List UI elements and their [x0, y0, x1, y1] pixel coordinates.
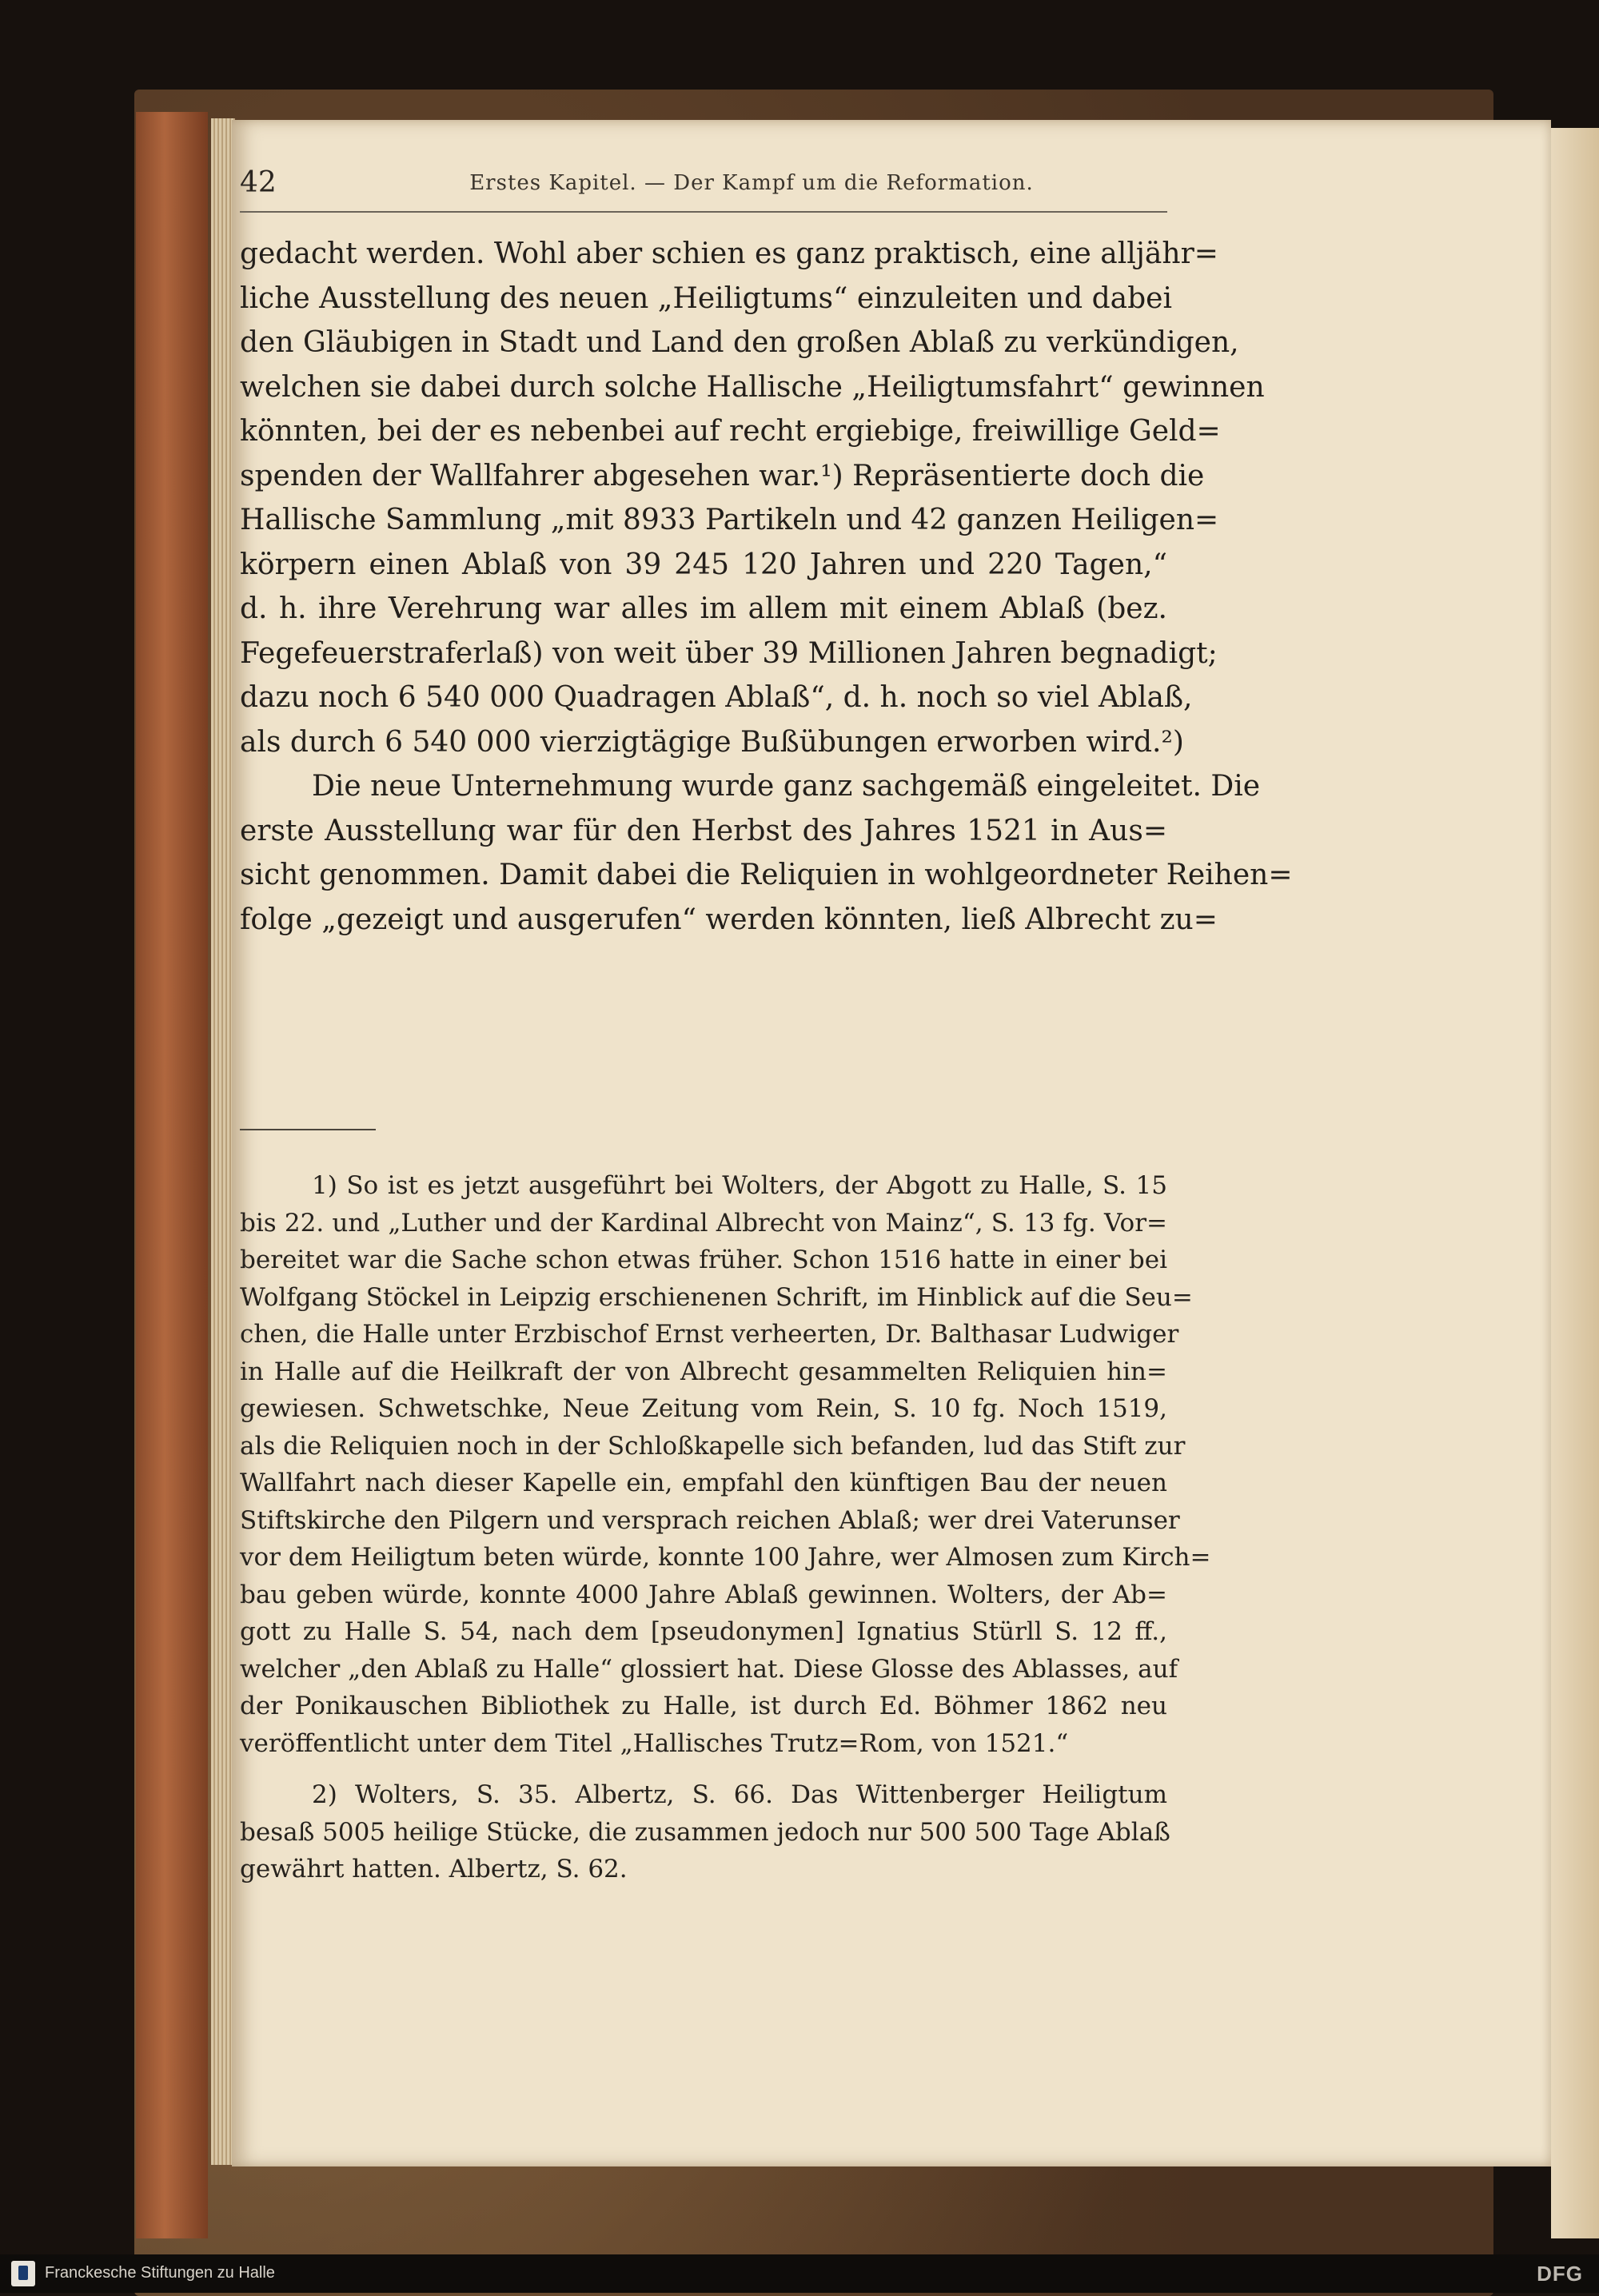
footnote-line: besaß 5005 heilige Stücke, die zusammen jedoch nur 500 500 Tage Ablaß [240, 1817, 1170, 1847]
running-head: Erstes Kapitel. — Der Kampf um die Reformation. [469, 171, 1034, 195]
page-number: 42 [240, 166, 277, 199]
text-line: Die neue Unternehmung wurde ganz sachgemäß eingeleitet. Die [312, 770, 1261, 803]
text-line: als durch 6 540 000 vierzigtägige Bußübungen erworben wird.²) [240, 725, 1184, 759]
institution-logo-icon [11, 2261, 35, 2286]
paragraph-1 [240, 232, 1265, 764]
text-line: könnten, bei der es nebenbei auf recht ergiebige, freiwillige Geld= [240, 415, 1221, 448]
footnote-line: bau geben würde, konnte 4000 Jahre Ablaß gewinnen. Wolters, der Ab= [240, 1580, 1167, 1609]
footnote-line: bereitet war die Sache schon etwas früher. Schon 1516 hatte in einer bei [240, 1246, 1167, 1274]
text-line: dazu noch 6 540 000 Quadragen Ablaß“, d. h. noch so viel Ablaß, [240, 681, 1193, 714]
footnote-2 [240, 1776, 1170, 1888]
text-line: körpern einen Ablaß von 39 245 120 Jahren und 220 Tagen,“ [240, 548, 1167, 581]
footnote-line: Wallfahrt nach dieser Kapelle ein, empfahl den künftigen Bau der neuen [240, 1469, 1167, 1497]
text-line: d. h. ihre Verehrung war alles im allem mit einem Ablaß (bez. [240, 592, 1167, 625]
footnote-line: 1) So ist es jetzt ausgeführt bei Wolters, der Abgott zu Halle, S. 15 [312, 1171, 1167, 1200]
footnote-line: veröffentlicht unter dem Titel „Hallisches Trutz=Rom, von 1521.“ [240, 1728, 1069, 1758]
text-line: sicht genommen. Damit dabei die Reliquien in wohlgeordneter Reihen= [240, 859, 1293, 891]
text-line: liche Ausstellung des neuen „Heiligtums“ einzuleiten und dabei [240, 281, 1172, 315]
footnote-line: als die Reliquien noch in der Schloßkapelle sich befanden, lud das Stift zur [240, 1431, 1186, 1461]
page-header [240, 166, 1167, 213]
footnote-1 [240, 1167, 1211, 1762]
text-line: gedacht werden. Wohl aber schien es ganz praktisch, eine alljähr= [240, 237, 1218, 270]
text-line: den Gläubigen in Stadt und Land den großen Ablaß zu verkündigen, [240, 326, 1239, 359]
footnote-line: Wolfgang Stöckel in Leipzig erschienenen Schrift, im Hinblick auf die Seu= [240, 1282, 1193, 1312]
text-line: Fegefeuerstraferlaß) von weit über 39 Millionen Jahren begnadigt; [240, 636, 1218, 670]
footnote-line: 2) Wolters, S. 35. Albertz, S. 66. Das Wittenberger Heiligtum [312, 1780, 1167, 1809]
footnote-line: vor dem Heiligtum beten würde, konnte 100 Jahre, wer Almosen zum Kirch= [240, 1543, 1211, 1572]
footnotes [240, 1167, 1211, 1888]
footnote-gap [240, 1762, 1167, 1776]
institution-name: Franckesche Stiftungen zu Halle [45, 2264, 275, 2282]
text-line: Hallische Sammlung „mit 8933 Partikeln und 42 ganzen Heiligen= [240, 504, 1219, 536]
footnote-line: der Ponikauschen Bibliothek zu Halle, ist durch Ed. Böhmer 1862 neu [240, 1692, 1167, 1720]
main-text [240, 232, 1293, 942]
facing-page-edge [1551, 128, 1599, 2238]
footnote-line: gewiesen. Schwetschke, Neue Zeitung vom Rein, S. 10 fg. Noch 1519, [240, 1394, 1167, 1423]
paragraph-2 [240, 764, 1293, 942]
book-spine [136, 112, 208, 2238]
footnote-line: in Halle auf die Heilkraft der von Albrecht gesammelten Reliquien hin= [240, 1357, 1167, 1386]
text-line: spenden der Wallfahrer abgesehen war.¹) Repräsentierte doch die [240, 459, 1205, 492]
viewer-footer [0, 2254, 1599, 2293]
footnote-line: welcher „den Ablaß zu Halle“ glossiert hat. Diese Glosse des Ablasses, auf [240, 1654, 1178, 1684]
dfg-logo: DFG [1537, 2262, 1583, 2286]
text-line: erste Ausstellung war für den Herbst des Jahres 1521 in Aus= [240, 814, 1167, 847]
text-line: welchen sie dabei durch solche Hallische „Heiligtumsfahrt“ gewinnen [240, 370, 1265, 404]
footnote-line: chen, die Halle unter Erzbischof Ernst verheerten, Dr. Balthasar Ludwiger [240, 1320, 1179, 1349]
footnote-line: Stiftskirche den Pilgern und versprach reichen Ablaß; wer drei Vaterunser [240, 1505, 1180, 1535]
footnote-line: gewährt hatten. Albertz, S. 62. [240, 1855, 628, 1883]
footnote-line: gott zu Halle S. 54, nach dem [pseudonymen] Ignatius Stürll S. 12 ff., [240, 1617, 1167, 1646]
footnote-line: bis 22. und „Luther und der Kardinal Albrecht von Mainz“, S. 13 fg. Vor= [240, 1208, 1167, 1238]
text-line: folge „gezeigt und ausgerufen“ werden könnten, ließ Albrecht zu= [240, 903, 1218, 936]
footnote-rule [240, 1129, 376, 1130]
